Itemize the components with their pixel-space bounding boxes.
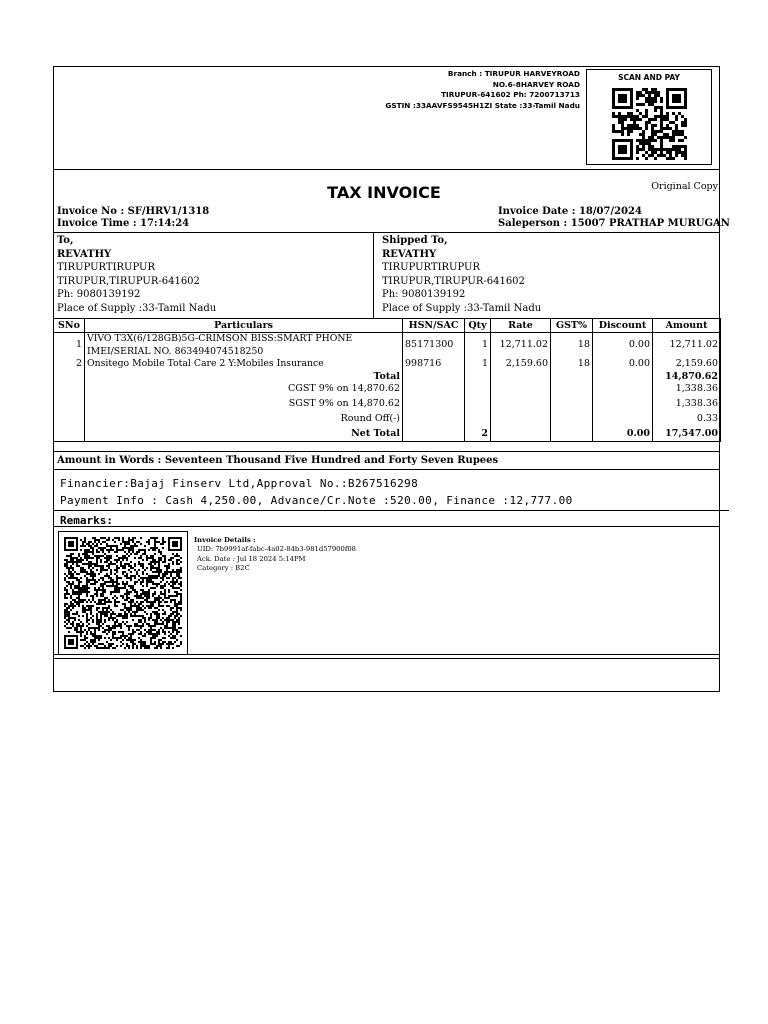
billing-to-label: To, [57, 235, 74, 246]
branch-line: NO.6-8HARVEY ROAD [492, 79, 580, 89]
sgst-label: SGST 9% on 14,870.62 [85, 398, 403, 413]
shipping-name: REVATHY [382, 248, 437, 260]
divider [373, 232, 374, 318]
page-title: TAX INVOICE [327, 183, 441, 202]
discount-cell: 0.00 [593, 358, 653, 371]
cgst-amount: 1,338.36 [653, 383, 721, 398]
roundoff-row [54, 413, 721, 428]
divider [53, 451, 720, 452]
column-header: HSN/SAC [403, 319, 465, 333]
sgst-row [54, 398, 721, 413]
gst-cell: 18 [551, 333, 593, 359]
scan-and-pay-box [586, 69, 712, 165]
column-header: GST% [551, 319, 593, 333]
billing-name: REVATHY [57, 248, 112, 260]
shipping-supply: Place of Supply :33-Tamil Nadu [382, 302, 542, 314]
sgst-amount: 1,338.36 [653, 398, 721, 413]
net-total-row [54, 428, 721, 441]
billing-phone: Ph: 9080139192 [57, 289, 141, 300]
invoice-details [194, 536, 356, 573]
einvoice-qr-code [64, 537, 182, 649]
billing-line1: TIRUPURTIRUPUR [57, 262, 155, 273]
invoice-time: Invoice Time : 17:14:24 [57, 218, 190, 229]
divider [53, 169, 720, 170]
table-row [54, 333, 721, 359]
items-table [53, 318, 721, 442]
particulars-cell [85, 333, 403, 359]
shipping-line2: TIRUPUR,TIRUPUR-641602 [382, 275, 525, 287]
invoice-date: Invoice Date : 18/07/2024 [498, 206, 642, 217]
shipping-line1: TIRUPURTIRUPUR [382, 262, 480, 273]
shipping-phone: Ph: 9080139192 [382, 289, 466, 300]
column-header: Rate [491, 319, 551, 333]
branch-info [385, 69, 580, 111]
branch-line: Branch : TIRUPUR HARVEYROAD [447, 69, 580, 78]
total-amount: 14,870.62 [653, 371, 721, 384]
copy-label: Original Copy [651, 181, 718, 192]
sno-cell: 2 [54, 358, 85, 371]
shipping-to-label: Shipped To, [382, 235, 448, 246]
particulars-cell: Onsitego Mobile Total Care 2 Y:Mobiles Insurance [85, 358, 403, 371]
financier-info: Financier:Bajaj Finserv Ltd,Approval No.:B267516298 [60, 477, 419, 490]
net-total-discount: 0.00 [593, 428, 653, 441]
roundoff-amount: 0.33 [653, 413, 721, 428]
net-total-label: Net Total [85, 428, 403, 441]
divider [53, 469, 720, 470]
roundoff-label: Round Off(-) [85, 413, 403, 428]
divider [53, 232, 720, 233]
divider [53, 526, 720, 527]
net-total-amount: 17,547.00 [653, 428, 721, 441]
total-label: Total [85, 371, 403, 384]
ack-date: Ack. Date : Jul 18 2024 5:14PM [197, 554, 306, 563]
divider [53, 658, 720, 659]
branch-line: TIRUPUR-641602 Ph: 7200713713 [441, 90, 580, 99]
qty-cell: 1 [465, 333, 491, 359]
invoice-uid: UID: 7b9991af-fabc-4a02-84b3-981d57900f08 [197, 545, 356, 554]
particulars-line: VIVO T3X(6/128GB)5G-CRIMSON BISS:SMART PHONE [87, 333, 353, 344]
divider [53, 510, 729, 511]
hsn-cell: 998716 [403, 358, 465, 371]
shipping-address [382, 234, 541, 315]
rate-cell: 2,159.60 [491, 358, 551, 371]
sno-cell: 1 [54, 333, 85, 359]
discount-cell: 0.00 [593, 333, 653, 359]
branch-line: GSTIN :33AAVFS9545H1ZI State :33-Tamil Nadu [385, 100, 580, 110]
column-header: SNo [54, 319, 85, 333]
amount-cell: 2,159.60 [653, 358, 721, 371]
column-header: Particulars [85, 319, 403, 333]
column-header: Discount [593, 319, 653, 333]
cgst-row [54, 383, 721, 398]
cgst-label: CGST 9% on 14,870.62 [85, 383, 403, 398]
amount-cell: 12,711.02 [653, 333, 721, 359]
table-header-row [54, 319, 721, 333]
qty-cell: 1 [465, 358, 491, 371]
particulars-line: IMEI/SERIAL NO. 863494074518250 [87, 345, 264, 357]
invoice-category: Category : B2C [197, 563, 250, 572]
net-total-qty: 2 [465, 428, 491, 441]
amount-in-words: Amount in Words : Seventeen Thousand Five Hundred and Forty Seven Rupees [57, 455, 499, 466]
billing-supply: Place of Supply :33-Tamil Nadu [57, 302, 217, 314]
payment-info: Payment Info : Cash 4,250.00, Advance/Cr.Note :520.00, Finance :12,777.00 [60, 494, 573, 507]
total-row [54, 371, 721, 384]
billing-address [57, 234, 216, 315]
column-header: Amount [653, 319, 721, 333]
billing-line2: TIRUPUR,TIRUPUR-641602 [57, 275, 200, 287]
scan-and-pay-label: SCAN AND PAY [618, 73, 680, 82]
table-row [54, 358, 721, 371]
saleperson: Saleperson : 15007 PRATHAP MURUGAN [498, 218, 730, 229]
gst-cell: 18 [551, 358, 593, 371]
remarks-label: Remarks: [60, 514, 113, 527]
invoice-number: Invoice No : SF/HRV1/1318 [57, 206, 210, 217]
invoice-details-heading: Invoice Details : [194, 536, 256, 544]
hsn-cell: 85171300 [403, 333, 465, 359]
column-header: Qty [465, 319, 491, 333]
rate-cell: 12,711.02 [491, 333, 551, 359]
einvoice-qr-box [58, 531, 188, 655]
payment-qr-code [612, 88, 688, 160]
